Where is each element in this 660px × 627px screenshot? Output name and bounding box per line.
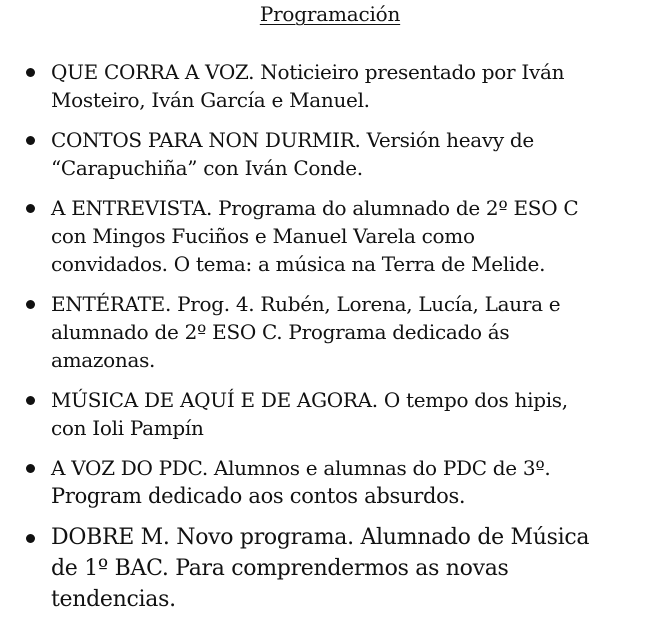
item-line: CONTOS PARA NON DURMIR. Versión heavy de	[51, 128, 534, 152]
list-item	[24, 386, 644, 442]
item-line: tendencias.	[51, 587, 176, 612]
item-line: convidados. O tema: a música na Terra de Melide.	[51, 252, 546, 276]
bullet-icon	[26, 464, 35, 473]
item-line: con Ioli Pampín	[51, 416, 204, 440]
list-item	[24, 290, 644, 374]
list-item	[24, 454, 644, 510]
item-line: con Mingos Fuciños e Manuel Varela como	[51, 224, 475, 248]
list-item	[24, 58, 644, 114]
item-line: MÚSICA DE AQUÍ E DE AGORA. O tempo dos hipis,	[51, 388, 568, 412]
item-line: amazonas.	[51, 348, 156, 372]
bullet-icon	[26, 300, 35, 309]
item-line: de 1º BAC. Para comprendermos as novas	[51, 556, 509, 581]
item-line: alumnado de 2º ESO C. Programa dedicado ás	[51, 320, 510, 344]
item-line: A VOZ DO PDC. Alumnos e alumnas do PDC de 3º.	[51, 456, 551, 480]
list-item	[24, 522, 644, 615]
bullet-icon	[26, 204, 35, 213]
bullet-icon	[26, 68, 35, 77]
bullet-icon	[26, 136, 35, 145]
item-line: ENTÉRATE. Prog. 4. Rubén, Lorena, Lucía, Laura e	[51, 292, 561, 316]
bullet-icon	[26, 534, 35, 543]
item-line: “Carapuchiña” con Iván Conde.	[51, 156, 363, 180]
list-item	[24, 194, 644, 278]
bullet-icon	[26, 396, 35, 405]
item-line: Program dedicado aos contos absurdos.	[51, 484, 466, 508]
item-line: A ENTREVISTA. Programa do alumnado de 2º ESO C	[51, 196, 579, 220]
item-line: QUE CORRA A VOZ. Noticieiro presentado por Iván	[51, 60, 565, 84]
item-line: DOBRE M. Novo programa. Alumnado de Música	[51, 525, 590, 550]
item-line: Mosteiro, Iván García e Manuel.	[51, 88, 370, 112]
list-item	[24, 126, 644, 182]
page-title: Programación	[259, 2, 401, 26]
program-list	[24, 58, 644, 627]
